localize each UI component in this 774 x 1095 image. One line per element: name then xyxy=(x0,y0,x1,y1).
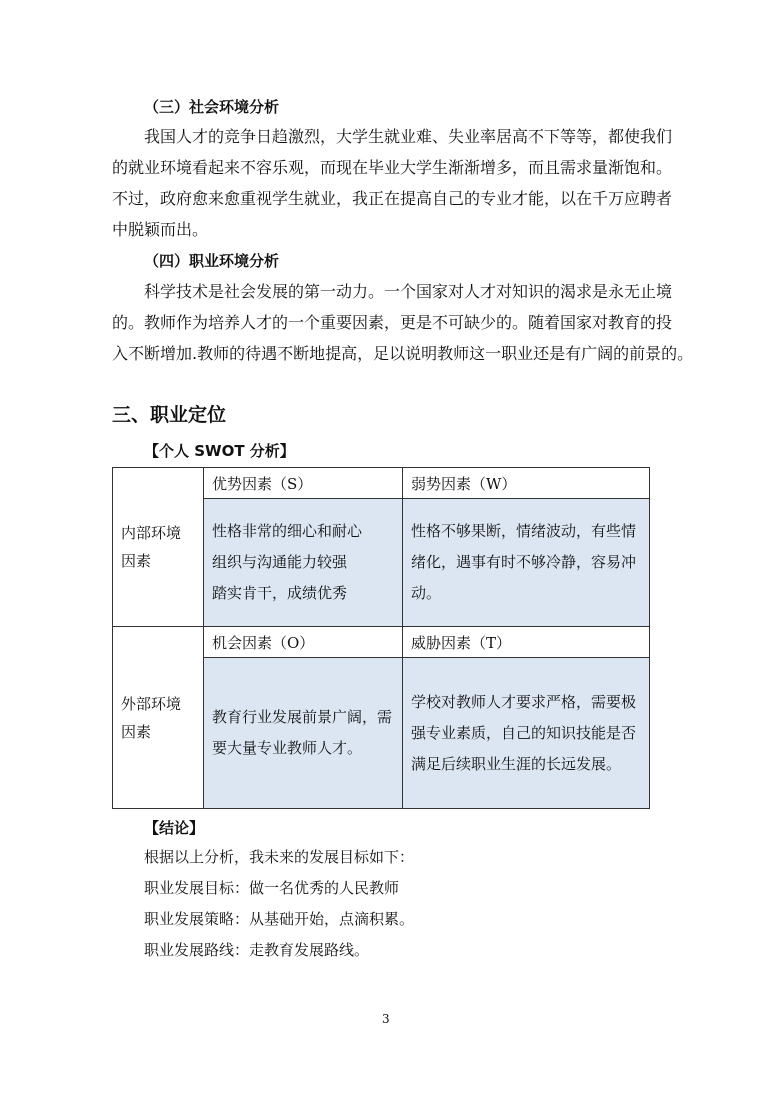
conclusion-line: 根据以上分析，我未来的发展目标如下： xyxy=(144,848,415,866)
threats-cell xyxy=(403,658,650,809)
page-number: 3 xyxy=(382,1012,390,1026)
cell-line: 动。 xyxy=(411,584,442,602)
paragraph-line: 中脱颖而出。 xyxy=(112,220,209,239)
section-career-environment-paragraph xyxy=(112,276,694,369)
opportunities-cell xyxy=(204,658,403,809)
opportunities-header: 机会因素（O） xyxy=(204,627,403,658)
paragraph-line: 我国人才的竞争日趋激烈，大学生就业难、失业率居高不下等等，都使我们 xyxy=(144,127,673,146)
section-career-environment-heading: （四）职业环境分析 xyxy=(144,252,280,270)
section-social-environment-paragraph xyxy=(112,121,672,245)
label-line: 内部环境 xyxy=(121,524,182,542)
table-row xyxy=(113,468,650,499)
label-line: 外部环境 xyxy=(121,694,182,713)
cell-line: 满足后续职业生涯的长远发展。 xyxy=(411,754,622,773)
table-row xyxy=(113,627,650,658)
cell-line: 教育行业发展前景广阔，需 xyxy=(212,708,393,726)
conclusion-line: 职业发展路线：走教育发展路线。 xyxy=(144,941,370,959)
internal-factors-label xyxy=(113,468,204,627)
conclusion-title: 【结论】 xyxy=(144,819,205,837)
conclusion-line: 职业发展目标：做一名优秀的人民教师 xyxy=(144,879,400,897)
strengths-header: 优势因素（S） xyxy=(204,468,403,499)
cell-line: 组织与沟通能力较强 xyxy=(212,553,348,571)
weaknesses-header: 弱势因素（W） xyxy=(403,468,650,499)
paragraph-line: 的就业环境看起来不容乐观，而现在毕业大学生渐渐增多，而且需求量渐饱和。 xyxy=(112,158,673,177)
strengths-cell xyxy=(204,499,403,627)
cell-line: 要大量专业教师人才。 xyxy=(212,739,363,757)
paragraph-line: 入不断增加.教师的待遇不断地提高，足以说明教师这一职业还是有广阔的前景的。 xyxy=(112,344,694,363)
threats-header: 威胁因素（T） xyxy=(403,627,650,658)
cell-line: 学校对教师人才要求严格，需要极 xyxy=(411,692,637,711)
cell-line: 绪化，遇事有时不够冷静，容易冲 xyxy=(411,553,637,571)
cell-line: 踏实肯干，成绩优秀 xyxy=(212,584,348,602)
paragraph-line: 科学技术是社会发展的第一动力。一个国家对人才对知识的渴求是永无止境 xyxy=(144,282,673,301)
swot-table xyxy=(112,467,650,809)
section-social-environment-heading: （三）社会环境分析 xyxy=(144,98,280,116)
cell-line: 性格不够果断，情绪波动，有些情 xyxy=(411,522,637,540)
cell-line: 强专业素质，自己的知识技能是否 xyxy=(411,723,637,742)
label-line: 因素 xyxy=(121,722,152,741)
cell-line: 性格非常的细心和耐心 xyxy=(212,522,363,540)
swot-caption: 【个人 SWOT 分析】 xyxy=(144,442,295,460)
weaknesses-cell xyxy=(403,499,650,627)
paragraph-line: 不过，政府愈来愈重视学生就业，我正在提高自己的专业才能，以在千万应聘者 xyxy=(112,189,673,208)
label-line: 因素 xyxy=(121,552,152,570)
paragraph-line: 的。教师作为培养人才的一个重要因素，更是不可缺少的。随着国家对教育的投 xyxy=(112,313,673,332)
conclusion-line: 职业发展策略：从基础开始，点滴积累。 xyxy=(144,910,415,928)
career-positioning-title: 三、职业定位 xyxy=(112,404,227,426)
external-factors-label xyxy=(113,627,204,809)
